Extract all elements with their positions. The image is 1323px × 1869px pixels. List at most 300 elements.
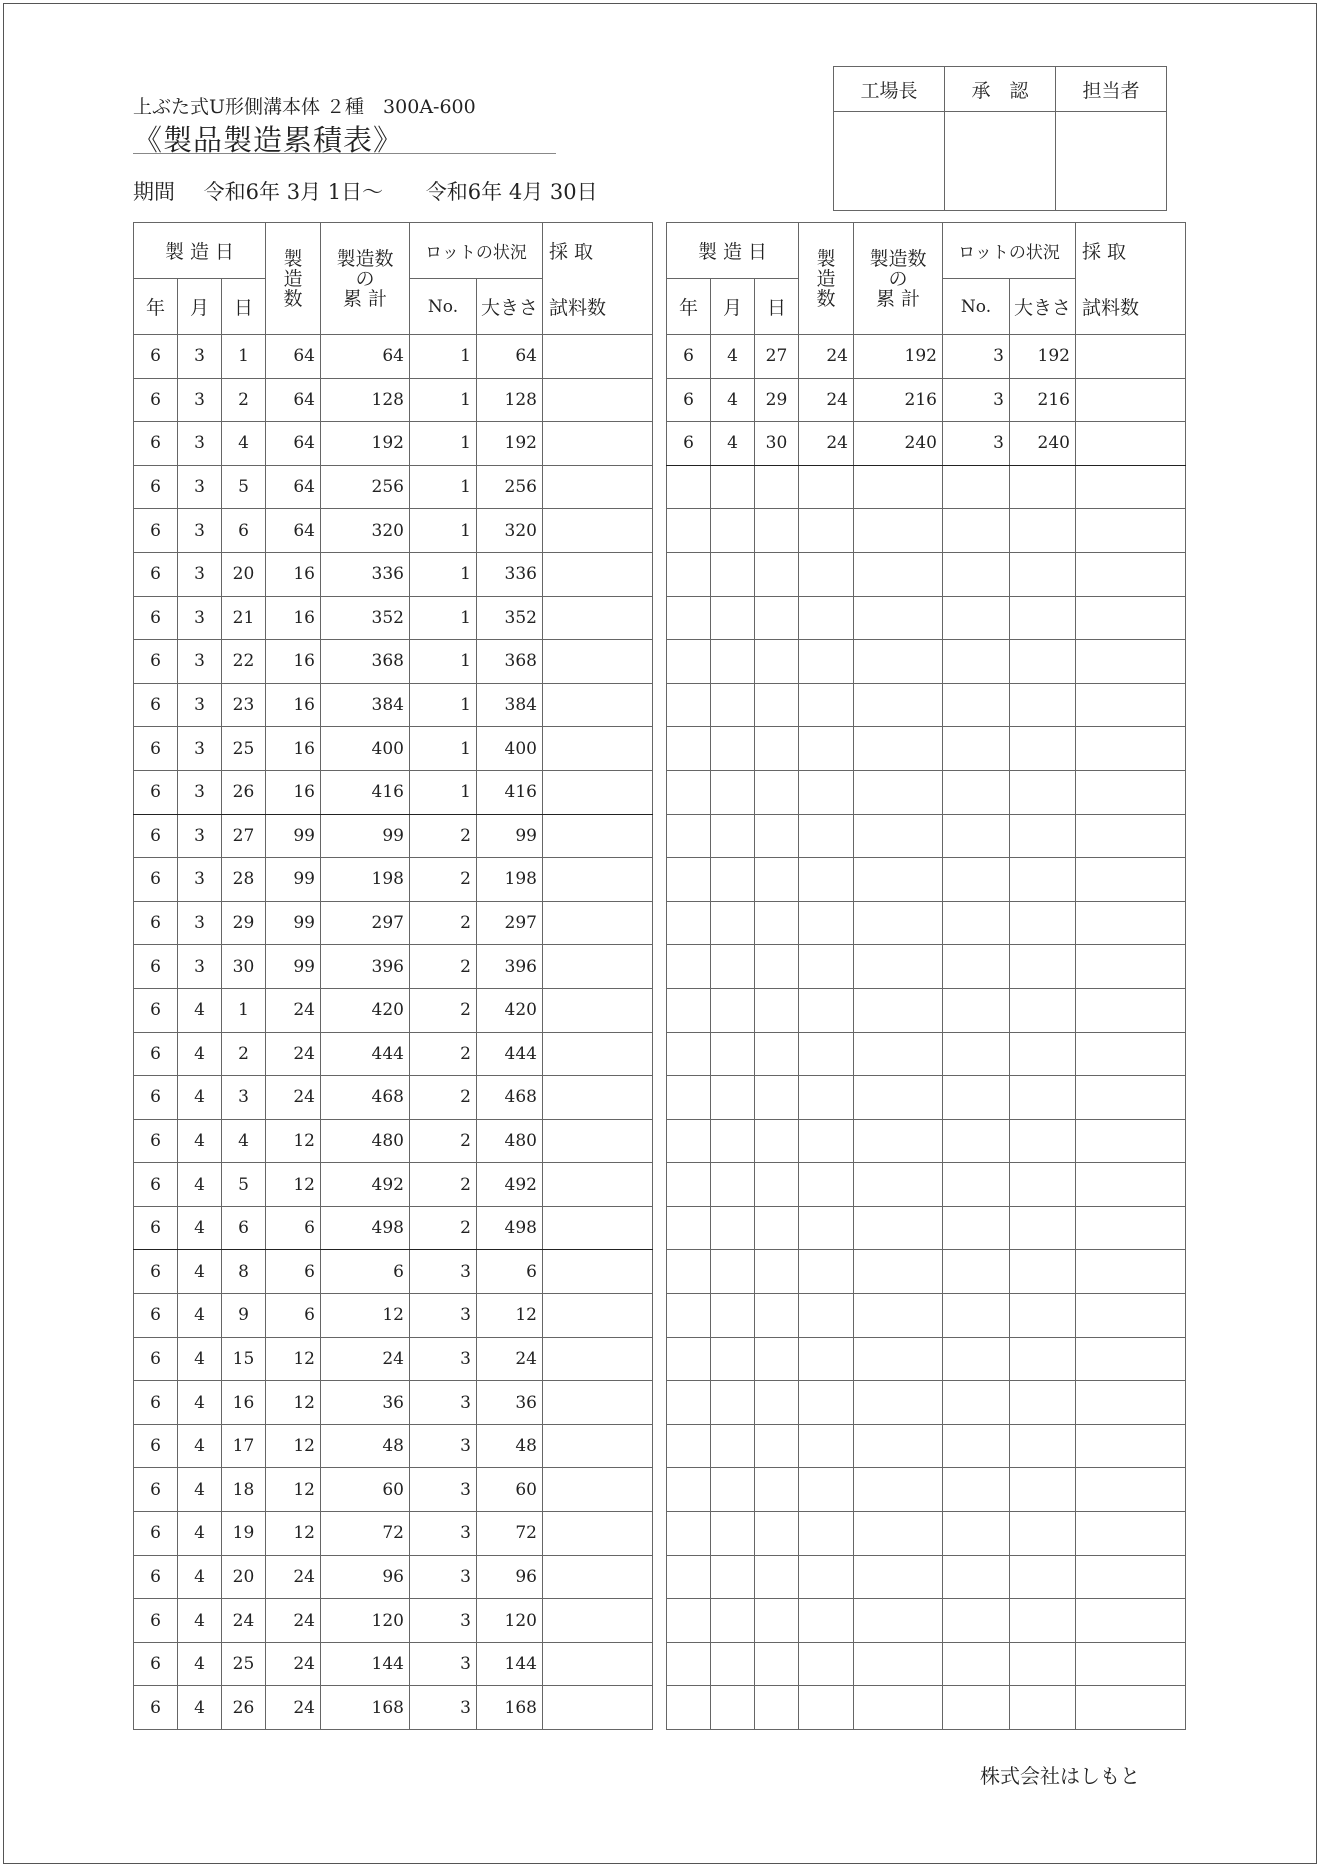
cell-sample: [1076, 1512, 1186, 1556]
cell-month: [711, 1076, 755, 1120]
cell-mfg-count: [799, 1381, 854, 1425]
cell-cumulative: 216: [854, 378, 943, 422]
table-row: [667, 1206, 1186, 1250]
cell-lot-size: [1010, 1599, 1076, 1643]
cell-month: [711, 1424, 755, 1468]
cell-cumulative: 480: [321, 1119, 410, 1163]
cell-month: 3: [178, 640, 222, 684]
cell-lot-no: [943, 1555, 1010, 1599]
cell-year: [667, 1032, 711, 1076]
cell-year: 6: [134, 1599, 178, 1643]
period-label: 期間: [133, 180, 175, 204]
cell-day: [755, 814, 799, 858]
sig-box-approval[interactable]: [945, 112, 1056, 211]
cell-month: [711, 1250, 755, 1294]
cell-sample: [543, 814, 653, 858]
cell-sample: [543, 1512, 653, 1556]
cell-sample: [1076, 596, 1186, 640]
cell-lot-size: [1010, 1294, 1076, 1338]
cell-day: [755, 1381, 799, 1425]
header-lot-status: ロットの状況: [410, 223, 543, 279]
cell-lot-size: [1010, 858, 1076, 902]
cell-year: 6: [134, 770, 178, 814]
cell-day: 15: [222, 1337, 266, 1381]
cell-sample: [543, 378, 653, 422]
cell-lot-no: 3: [410, 1381, 477, 1425]
cell-cumulative: 192: [321, 422, 410, 466]
cell-year: [667, 1381, 711, 1425]
cell-day: 21: [222, 596, 266, 640]
cell-sample: [1076, 1119, 1186, 1163]
cell-day: [755, 727, 799, 771]
cell-month: 3: [178, 378, 222, 422]
header-sample-2: 試料数: [1076, 279, 1186, 335]
table-row: [667, 1686, 1186, 1730]
cell-day: [755, 1468, 799, 1512]
cell-cumulative: 444: [321, 1032, 410, 1076]
table-row: [667, 770, 1186, 814]
cell-day: [755, 465, 799, 509]
cell-sample: [543, 988, 653, 1032]
cell-mfg-count: 24: [799, 422, 854, 466]
cell-cumulative: [854, 1512, 943, 1556]
cell-lot-no: 1: [410, 727, 477, 771]
cell-lot-no: 3: [410, 1686, 477, 1730]
cell-sample: [543, 727, 653, 771]
cell-sample: [1076, 1468, 1186, 1512]
table-row: [134, 422, 653, 466]
cell-lot-no: 3: [410, 1337, 477, 1381]
cell-cumulative: 416: [321, 770, 410, 814]
cell-mfg-count: 12: [266, 1163, 321, 1207]
cell-sample: [543, 1163, 653, 1207]
table-row: [667, 1294, 1186, 1338]
table-row: [134, 1512, 653, 1556]
cell-lot-no: 1: [410, 640, 477, 684]
cell-month: 3: [178, 770, 222, 814]
cell-year: 6: [134, 1468, 178, 1512]
cell-year: [667, 770, 711, 814]
header-cumulative: [854, 223, 943, 335]
cell-year: [667, 1512, 711, 1556]
cell-day: 26: [222, 770, 266, 814]
table-row: [667, 1642, 1186, 1686]
cell-sample: [543, 552, 653, 596]
cell-month: [711, 683, 755, 727]
cell-lot-no: [943, 770, 1010, 814]
cell-sample: [543, 1032, 653, 1076]
cell-lot-no: [943, 683, 1010, 727]
cell-lot-size: 480: [477, 1119, 543, 1163]
cell-month: [711, 1381, 755, 1425]
cell-lot-size: 144: [477, 1642, 543, 1686]
cell-year: [667, 727, 711, 771]
cell-day: [755, 596, 799, 640]
cell-lot-no: [943, 727, 1010, 771]
cell-month: [711, 727, 755, 771]
cell-cumulative: [854, 727, 943, 771]
cell-lot-no: 3: [943, 335, 1010, 379]
cell-lot-no: 2: [410, 945, 477, 989]
cell-sample: [543, 1599, 653, 1643]
cell-sample: [543, 465, 653, 509]
cell-year: 6: [134, 422, 178, 466]
table-row: [667, 509, 1186, 553]
table-row: [667, 422, 1186, 466]
cell-sample: [1076, 1076, 1186, 1120]
cell-day: 2: [222, 378, 266, 422]
cell-cumulative: [854, 1686, 943, 1730]
cell-sample: [543, 1686, 653, 1730]
cell-cumulative: 60: [321, 1468, 410, 1512]
cell-lot-size: 36: [477, 1381, 543, 1425]
cell-lot-size: [1010, 465, 1076, 509]
cell-sample: [1076, 1294, 1186, 1338]
cell-sample: [1076, 901, 1186, 945]
cell-day: 16: [222, 1381, 266, 1425]
cell-year: [667, 1250, 711, 1294]
company-name: 株式会社はしもと: [980, 1764, 1140, 1788]
cell-lot-no: [943, 1294, 1010, 1338]
cell-lot-size: 240: [1010, 422, 1076, 466]
cell-month: 4: [178, 1163, 222, 1207]
cell-sample: [543, 1250, 653, 1294]
table-row: [134, 814, 653, 858]
cell-mfg-count: [799, 814, 854, 858]
cell-lot-no: [943, 1250, 1010, 1294]
cell-sample: [1076, 1686, 1186, 1730]
cell-mfg-count: [799, 1599, 854, 1643]
cell-cumulative: 192: [854, 335, 943, 379]
cell-year: 6: [134, 1119, 178, 1163]
cell-year: 6: [134, 901, 178, 945]
table-row: [134, 727, 653, 771]
cell-day: [755, 1032, 799, 1076]
cell-sample: [1076, 1250, 1186, 1294]
cell-sample: [543, 335, 653, 379]
cell-day: 28: [222, 858, 266, 902]
approval-stamp-box: [833, 66, 1167, 211]
cell-cumulative: [854, 1337, 943, 1381]
table-row: [667, 683, 1186, 727]
cell-sample: [1076, 1337, 1186, 1381]
cell-year: [667, 1424, 711, 1468]
title-underline: [133, 153, 556, 154]
cell-lot-no: [943, 1119, 1010, 1163]
cell-year: 6: [134, 596, 178, 640]
cell-lot-no: [943, 1337, 1010, 1381]
table-row: [667, 596, 1186, 640]
cell-lot-no: [943, 1642, 1010, 1686]
cell-mfg-count: 99: [266, 901, 321, 945]
cell-lot-no: 2: [410, 988, 477, 1032]
table-row: [134, 1206, 653, 1250]
cell-lot-size: [1010, 1119, 1076, 1163]
header-mfg-count: [266, 223, 321, 335]
cell-mfg-count: [799, 1206, 854, 1250]
table-row: [134, 901, 653, 945]
cell-cumulative: 396: [321, 945, 410, 989]
cell-month: 4: [178, 1032, 222, 1076]
header-year: 年: [134, 279, 178, 335]
cell-sample: [1076, 335, 1186, 379]
header-day: 日: [222, 279, 266, 335]
header-lot-size: 大きさ: [477, 279, 543, 335]
cell-lot-no: [943, 1599, 1010, 1643]
cell-year: [667, 1119, 711, 1163]
cell-mfg-count: [799, 1163, 854, 1207]
cell-lot-size: 400: [477, 727, 543, 771]
header-mfg-count-2: 造: [816, 267, 836, 290]
cell-lot-size: [1010, 596, 1076, 640]
cell-cumulative: 468: [321, 1076, 410, 1120]
sig-label-person-in-charge: 担当者: [1056, 67, 1167, 112]
table-row: [134, 1555, 653, 1599]
cell-day: 1: [222, 988, 266, 1032]
cell-lot-no: [943, 640, 1010, 684]
cell-lot-no: [943, 1076, 1010, 1120]
cell-year: 6: [134, 335, 178, 379]
cell-year: [667, 1337, 711, 1381]
cell-lot-size: 168: [477, 1686, 543, 1730]
cell-day: [755, 858, 799, 902]
cell-cumulative: [854, 509, 943, 553]
cell-sample: [543, 640, 653, 684]
cell-mfg-count: [799, 945, 854, 989]
cell-sample: [1076, 1599, 1186, 1643]
cell-lot-no: [943, 1424, 1010, 1468]
cell-cumulative: [854, 1381, 943, 1425]
cell-cumulative: 6: [321, 1250, 410, 1294]
cell-mfg-count: [799, 901, 854, 945]
cell-lot-size: 12: [477, 1294, 543, 1338]
cell-mfg-count: 64: [266, 422, 321, 466]
cell-lot-size: 216: [1010, 378, 1076, 422]
cell-mfg-count: 64: [266, 465, 321, 509]
table-row: [134, 1424, 653, 1468]
table-row: [667, 640, 1186, 684]
cell-lot-size: [1010, 509, 1076, 553]
cell-sample: [1076, 1032, 1186, 1076]
table-row: [667, 988, 1186, 1032]
cell-cumulative: 48: [321, 1424, 410, 1468]
cell-mfg-count: [799, 1512, 854, 1556]
cell-mfg-count: 24: [266, 988, 321, 1032]
cell-month: 3: [178, 422, 222, 466]
cell-month: 4: [178, 1642, 222, 1686]
cell-year: 6: [134, 727, 178, 771]
cell-lot-size: [1010, 814, 1076, 858]
cell-mfg-count: 24: [799, 378, 854, 422]
cell-month: [711, 640, 755, 684]
cell-mfg-count: [799, 1468, 854, 1512]
cell-sample: [543, 1076, 653, 1120]
header-mfg-count-3: 数: [283, 287, 303, 310]
cell-mfg-count: 12: [266, 1424, 321, 1468]
page-title: 《製品製造累積表》: [133, 123, 404, 157]
cell-lot-size: 368: [477, 640, 543, 684]
table-row: [667, 901, 1186, 945]
cell-lot-size: [1010, 770, 1076, 814]
table-row: [667, 1163, 1186, 1207]
table-row: [134, 1076, 653, 1120]
cell-year: 6: [134, 378, 178, 422]
cell-month: [711, 552, 755, 596]
cell-month: [711, 814, 755, 858]
cell-day: [755, 1076, 799, 1120]
cell-month: [711, 901, 755, 945]
cell-mfg-count: 6: [266, 1294, 321, 1338]
cell-day: [755, 1686, 799, 1730]
cell-mfg-count: 24: [266, 1686, 321, 1730]
cell-cumulative: 128: [321, 378, 410, 422]
cell-cumulative: 498: [321, 1206, 410, 1250]
cell-year: 6: [134, 552, 178, 596]
cell-lot-size: [1010, 988, 1076, 1032]
table-row: [134, 1294, 653, 1338]
cell-lot-size: 416: [477, 770, 543, 814]
cell-month: [711, 1686, 755, 1730]
cell-month: 3: [178, 596, 222, 640]
cell-lot-no: [943, 988, 1010, 1032]
cell-month: [711, 988, 755, 1032]
cell-lot-size: 24: [477, 1337, 543, 1381]
cell-month: 4: [178, 1076, 222, 1120]
cell-mfg-count: 12: [266, 1119, 321, 1163]
cell-lot-size: [1010, 683, 1076, 727]
cell-lot-size: [1010, 1206, 1076, 1250]
cell-day: [755, 509, 799, 553]
cell-lot-no: 3: [410, 1512, 477, 1556]
cell-month: 4: [711, 422, 755, 466]
table-row: [667, 1381, 1186, 1425]
cell-day: 4: [222, 422, 266, 466]
cell-lot-size: 256: [477, 465, 543, 509]
cell-day: 4: [222, 1119, 266, 1163]
cell-month: 3: [178, 683, 222, 727]
cell-year: 6: [134, 465, 178, 509]
cell-cumulative: 384: [321, 683, 410, 727]
cell-day: [755, 1206, 799, 1250]
cell-day: 5: [222, 1163, 266, 1207]
cell-lot-size: 198: [477, 858, 543, 902]
cell-lot-size: [1010, 1468, 1076, 1512]
cell-mfg-count: 64: [266, 509, 321, 553]
cell-lot-no: [943, 465, 1010, 509]
header-cumulative-3: 累 計: [875, 287, 921, 310]
cell-month: [711, 1512, 755, 1556]
cell-day: 20: [222, 1555, 266, 1599]
cell-lot-size: [1010, 901, 1076, 945]
cell-sample: [1076, 1163, 1186, 1207]
cell-mfg-count: [799, 596, 854, 640]
cell-cumulative: [854, 945, 943, 989]
cell-sample: [1076, 1424, 1186, 1468]
cell-year: [667, 901, 711, 945]
cell-month: [711, 1468, 755, 1512]
header-month: 月: [711, 279, 755, 335]
cell-day: 23: [222, 683, 266, 727]
cell-year: 6: [134, 683, 178, 727]
cell-day: 29: [222, 901, 266, 945]
cell-sample: [1076, 378, 1186, 422]
cell-day: 19: [222, 1512, 266, 1556]
cell-day: [755, 1250, 799, 1294]
cell-day: 29: [755, 378, 799, 422]
cell-year: [667, 1294, 711, 1338]
cell-year: 6: [134, 814, 178, 858]
sig-box-person-in-charge[interactable]: [1056, 112, 1167, 211]
cell-year: 6: [134, 1686, 178, 1730]
cell-lot-no: 2: [410, 814, 477, 858]
cell-lot-size: 96: [477, 1555, 543, 1599]
header-mfg-date: 製 造 日: [667, 223, 799, 279]
cell-year: 6: [134, 509, 178, 553]
cell-lot-size: 396: [477, 945, 543, 989]
cell-lot-size: 297: [477, 901, 543, 945]
table-row: [667, 552, 1186, 596]
cell-sample: [1076, 465, 1186, 509]
cell-lot-size: 444: [477, 1032, 543, 1076]
cell-cumulative: [854, 1294, 943, 1338]
cell-lot-no: 3: [943, 378, 1010, 422]
table-row: [134, 509, 653, 553]
cell-lot-size: 384: [477, 683, 543, 727]
sig-box-factory-manager[interactable]: [834, 112, 945, 211]
cell-month: 3: [178, 901, 222, 945]
sig-label-approval: 承 認: [945, 67, 1056, 112]
table-row: [134, 770, 653, 814]
cell-cumulative: 420: [321, 988, 410, 1032]
cell-mfg-count: [799, 988, 854, 1032]
cell-year: [667, 683, 711, 727]
table-row: [667, 1337, 1186, 1381]
cell-sample: [1076, 683, 1186, 727]
cell-lot-no: [943, 814, 1010, 858]
header-sample-1: 採 取: [543, 223, 653, 279]
cell-day: 9: [222, 1294, 266, 1338]
cell-month: 4: [178, 1294, 222, 1338]
cell-month: [711, 1119, 755, 1163]
cell-mfg-count: [799, 1250, 854, 1294]
cell-sample: [543, 1468, 653, 1512]
cell-sample: [543, 1555, 653, 1599]
table-row: [134, 335, 653, 379]
table-row: [134, 552, 653, 596]
cell-day: [755, 1512, 799, 1556]
cell-mfg-count: [799, 1337, 854, 1381]
cell-lot-size: 6: [477, 1250, 543, 1294]
cell-month: 4: [711, 378, 755, 422]
table-row: [667, 1424, 1186, 1468]
cell-month: 4: [178, 1686, 222, 1730]
cell-day: 1: [222, 335, 266, 379]
cell-mfg-count: [799, 858, 854, 902]
cell-cumulative: 240: [854, 422, 943, 466]
cell-lot-no: 2: [410, 858, 477, 902]
cell-sample: [1076, 509, 1186, 553]
cell-day: 24: [222, 1599, 266, 1643]
cell-day: [755, 945, 799, 989]
cell-mfg-count: 24: [799, 335, 854, 379]
table-row: [667, 727, 1186, 771]
cell-mfg-count: 64: [266, 378, 321, 422]
cell-cumulative: [854, 1206, 943, 1250]
cell-year: 6: [667, 422, 711, 466]
cell-mfg-count: 16: [266, 727, 321, 771]
cell-cumulative: [854, 1076, 943, 1120]
cell-cumulative: [854, 1468, 943, 1512]
